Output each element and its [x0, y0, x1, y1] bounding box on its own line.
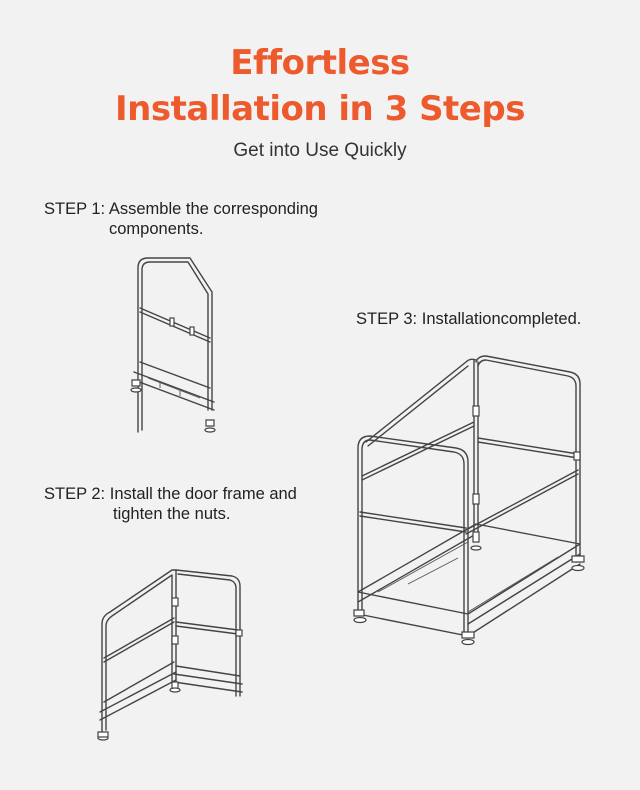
step-2-caption: [44, 484, 297, 524]
step-1-text-line1: Assemble the corresponding: [108, 200, 318, 218]
step-2-corner-illustration: [90, 562, 250, 748]
page-subtitle: Get into Use Quickly: [233, 140, 407, 161]
step-3-text-line1: Installationcompleted.: [421, 310, 582, 328]
page-title-line2: Installation in 3 Steps: [115, 89, 525, 129]
step-1-label: STEP 1:: [44, 200, 106, 218]
step-2-text-line1: Install the door frame and: [109, 485, 297, 503]
step-1-caption: [44, 199, 318, 239]
step-3-cage-illustration: [348, 352, 593, 648]
page-title-line1: Effortless: [230, 43, 410, 83]
step-1-panel-illustration: [120, 250, 230, 440]
step-3-caption: [356, 309, 581, 329]
step-3-label: STEP 3:: [356, 310, 418, 328]
step-2-label: STEP 2:: [44, 485, 106, 503]
step-2-text-line2: tighten the nuts.: [113, 505, 231, 523]
step-1-text-line2: components.: [109, 220, 204, 238]
